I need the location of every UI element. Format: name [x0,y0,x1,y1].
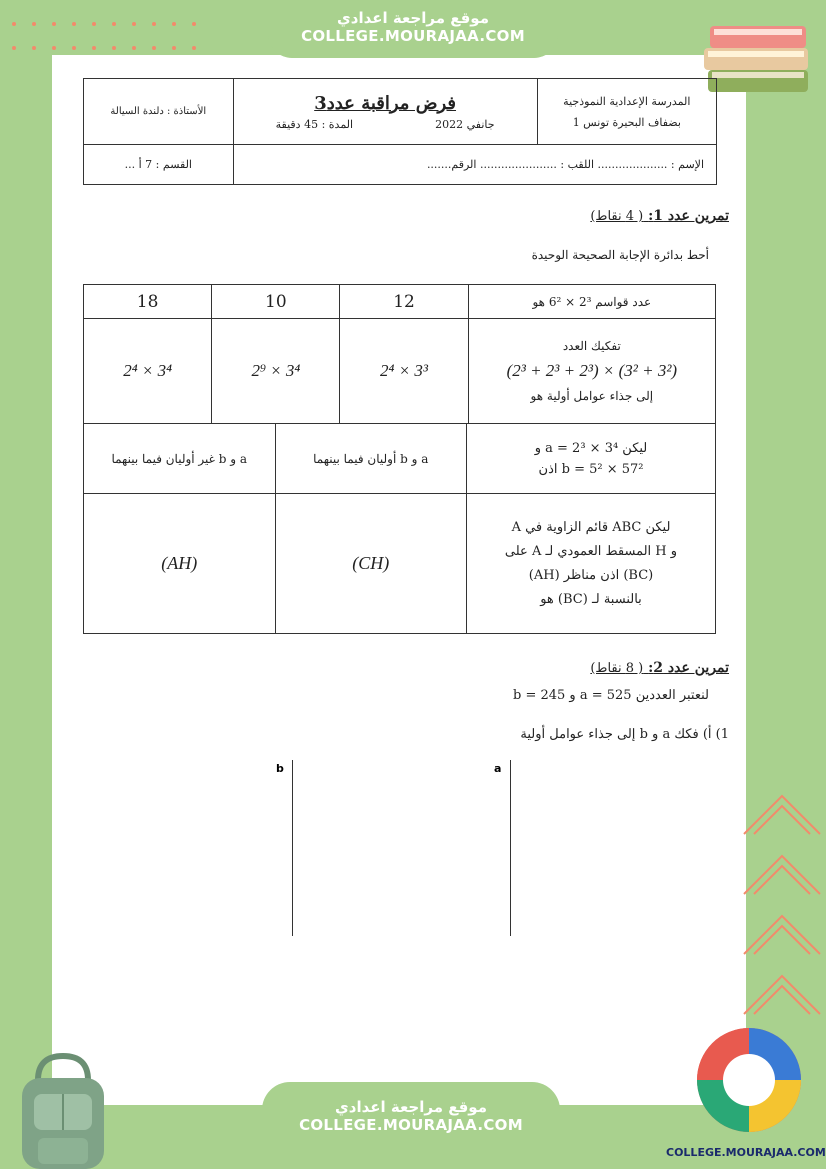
table-row [84,424,716,494]
table-row [84,285,716,319]
exam-title: فرض مراقبة عدد3 [314,92,457,114]
option-cell[interactable]: (AH) [84,494,276,634]
site-arabic-name-bottom: موقع مراجعة اعدادي [335,1098,487,1116]
option-cell[interactable]: 10 [212,285,340,319]
logo-caption: COLLEGE.MOURAJAA.COM [666,1146,826,1159]
chevron-decoration [736,790,822,1050]
divider-b [292,760,293,936]
books-icon [700,12,818,102]
exam-date: جانفي 2022 [435,117,495,131]
question-cell: ليكن a = 2³ × 3⁴ و b = 5² × 57² اذن [467,424,716,494]
exercise1-points: ( 4 نقاط) [590,209,644,224]
divider-a [510,760,511,936]
exercise2-given: لنعتبر العددين a = 525 و b = 245 [513,688,709,703]
question-cell: تفكيك العدد (2³ + 2³ + 2³) × (3² + 3²) إلى جذاء عوامل أولية هو [468,319,715,424]
option-cell[interactable]: (CH) [275,494,466,634]
exam-header-table [83,78,717,185]
teacher-name: الأستاذة : دلندة السيالة [110,106,207,117]
table-row [84,494,716,634]
exercise2-title: تمرين عدد 2: ( 8 نقاط) [590,660,729,676]
school-name: المدرسة الإعدادية النموذجية [563,94,691,108]
option-cell[interactable]: a و b غير أوليان فيما بينهما [84,424,276,494]
exam-duration: المدة : 45 دقيقة [275,117,354,131]
site-arabic-name: موقع مراجعة اعدادي [337,9,489,27]
option-cell[interactable]: 2⁴ × 3³ [340,319,468,424]
column-a-label: a [494,762,502,775]
student-line[interactable]: الإسم : .................... اللقب : ...................... الرقم....... [233,145,716,185]
option-cell[interactable]: a و b أوليان فيما بينهما [275,424,466,494]
class-line: القسم : 7 أ ... [84,145,234,185]
school-location: بضفاف البحيرة تونس 1 [572,115,681,129]
backpack-icon [8,1050,118,1169]
site-logo-icon [694,1022,804,1140]
exercise1-instruction: أحط بدائرة الإجابة الصحيحة الوحيدة [531,248,709,262]
exercise1-title: تمرين عدد 1: ( 4 نقاط) [590,208,729,224]
exercise1-table [83,284,716,424]
site-domain-bottom: COLLEGE.MOURAJAA.COM [299,1116,523,1134]
column-b-label: b [276,762,284,775]
option-cell[interactable]: 12 [340,285,468,319]
question-cell: ليكن ABC قائم الزاوية في A و H المسقط العمودي لـ A على (BC) اذن مناظر (AH) بالنسبة لـ (BC) هو [467,494,716,634]
table-row [84,319,716,424]
option-cell[interactable]: 2⁹ × 3⁴ [212,319,340,424]
exercise2-question1: 1) أ) فكك a و b إلى جذاء عوامل أولية [520,727,729,742]
option-cell[interactable]: 18 [84,285,212,319]
site-banner-top[interactable] [268,0,558,58]
site-domain: COLLEGE.MOURAJAA.COM [301,27,525,45]
exercise1-table-lower [83,423,716,634]
site-banner-bottom[interactable] [262,1082,560,1169]
question-cell: عدد قواسم 2³ × 6² هو [468,285,715,319]
option-cell[interactable]: 2⁴ × 3⁴ [84,319,212,424]
exercise2-points: ( 8 نقاط) [590,661,644,676]
